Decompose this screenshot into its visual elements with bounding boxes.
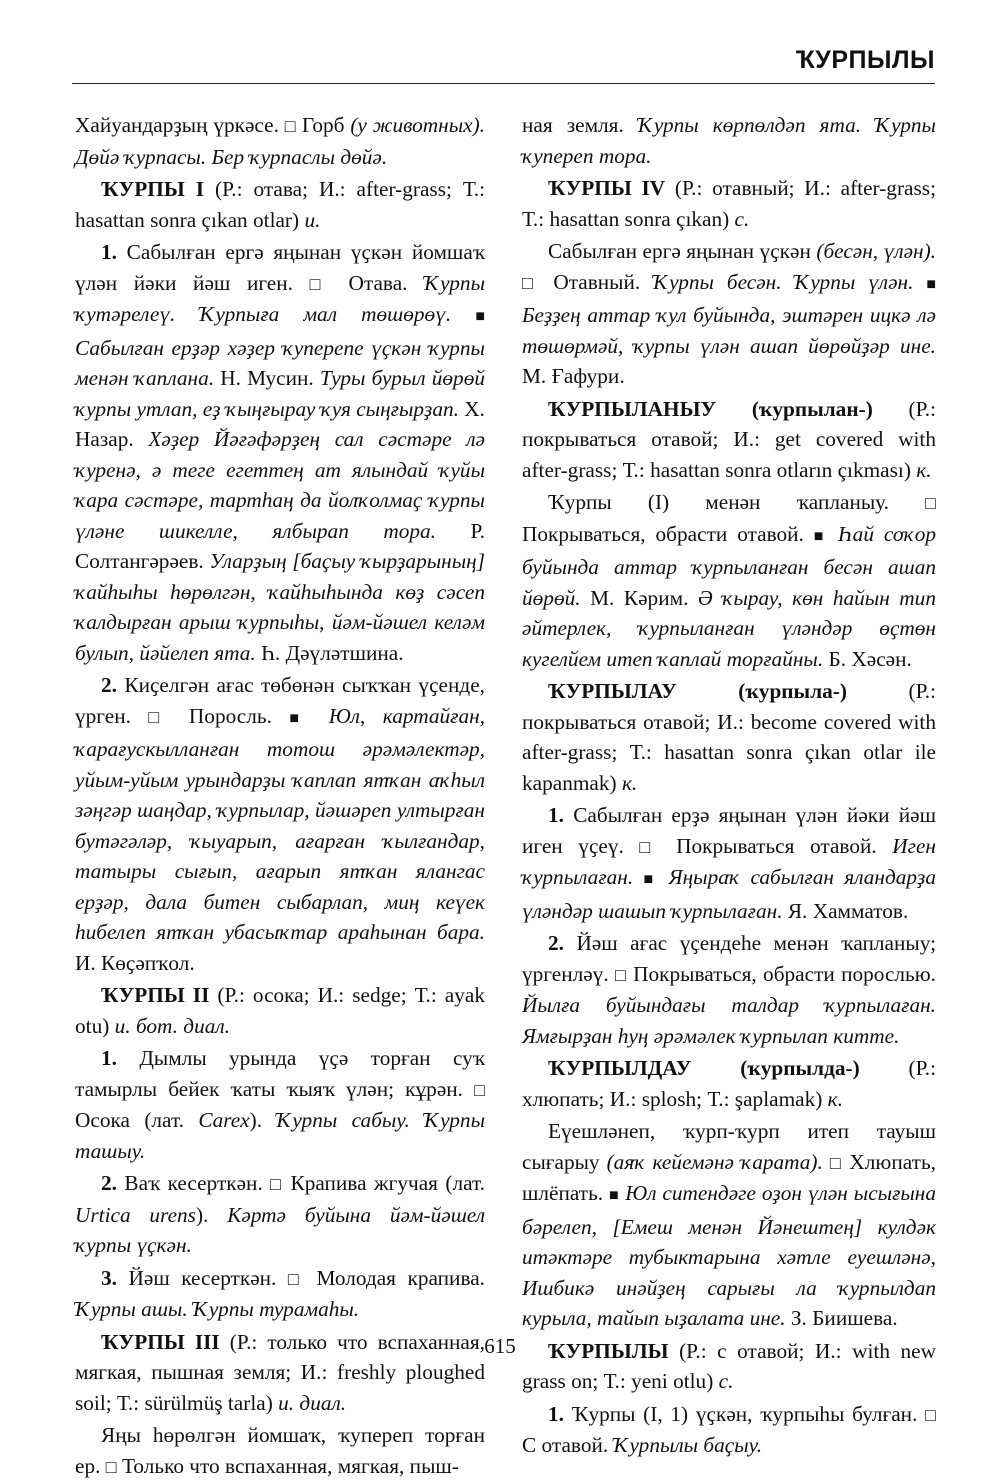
italic-text: Йылға буйындағы талдар ҡурпылаған. Ямғырҙан һуң әрәмәлек ҡурпылап китте. — [522, 993, 936, 1048]
headword: ҠУРПЫЛАУ — [548, 679, 677, 703]
black-square-marker: ■ — [643, 871, 659, 888]
text-run: Хайуандарҙың үркәсе. — [75, 113, 285, 137]
bold-text: 1. — [548, 803, 564, 827]
dictionary-paragraph — [75, 1168, 485, 1261]
headword: ҠУРПЫЛАНЫУ — [548, 396, 717, 421]
text-run: Хлюпать, шлёпать. — [522, 1149, 936, 1205]
text-run: Н. Мусин. — [214, 366, 320, 390]
text-run: Отавный. — [540, 269, 654, 294]
text-run: Молодая крапива. — [304, 1265, 485, 1290]
text-run — [451, 302, 475, 326]
dictionary-paragraph — [75, 980, 485, 1041]
text-run: Я. Хамматов. — [782, 898, 909, 923]
text-run: (Р.: отава; И.: after-grass; Т.: hasattan sonra çıkan otlar) — [75, 177, 485, 232]
left-column — [75, 110, 485, 1484]
dictionary-paragraph — [75, 237, 485, 668]
text-run: Покрываться отавой. — [660, 833, 893, 858]
bold-text: 2. — [101, 673, 117, 697]
bold-text: 2. — [101, 1171, 117, 1195]
dictionary-paragraph — [75, 110, 485, 172]
italic-text: Ҡурпы көрпөлдәп ята. Ҡурпы ҡупереп тора. — [522, 113, 936, 168]
italic-text: и. диал. — [278, 1390, 347, 1415]
text-run: Покрываться, обрасти порослью. — [626, 961, 936, 986]
dictionary-paragraph — [522, 394, 936, 486]
italic-text: Уларҙың [баҫыу ҡырҙарының] ҡайһыһы һөрөлгән, ҡайһыһында көҙ сәсеп ҡалдырған арыш ҡурпыһы, йәм-йәшел келәм булып, йәйелеп ята. — [75, 549, 485, 665]
black-square-marker: ■ — [813, 527, 829, 545]
italic-text: Сабылған ерҙәр хәҙер ҡуперепе үҫкән ҡурпы менән ҡаплана. — [75, 335, 485, 390]
text-run: Яңы һөрөлгән йомшаҡ, ҡупереп торған ер. — [75, 1423, 485, 1478]
black-square-marker: ■ — [475, 308, 485, 325]
italic-text: Ҡурпы бесән. Ҡурпы үлән. — [653, 269, 914, 294]
text-run: Только что вспаханная, мягкая, пыш- — [116, 1453, 459, 1478]
italic-text: (аяҡ кейемәнә ҡарата). — [606, 1149, 823, 1174]
headword: ҠУРПЫ III — [101, 1329, 220, 1354]
header-rule — [72, 83, 935, 84]
text-run: Киҫелгән ағас төбөнән сыҡҡан үҫенде, үрген. — [75, 673, 485, 728]
italic-text: (бесән, үлән). — [816, 239, 936, 263]
text-run: (Р.: с отавой; И.: with new grass on; Т.: yeni otlu) — [522, 1338, 936, 1393]
dictionary-paragraph — [522, 1399, 936, 1461]
white-square-marker: □ — [309, 273, 332, 294]
italic-text: к. — [916, 457, 932, 482]
text-run: З. Биишева. — [785, 1306, 898, 1330]
bold-text: (ҡурпыла-) — [738, 679, 847, 703]
black-square-marker: ■ — [609, 1187, 620, 1204]
dictionary-paragraph — [75, 670, 485, 978]
running-head: ҠУРПЫЛЫ — [795, 46, 935, 74]
white-square-marker: □ — [522, 272, 541, 293]
text-run: (Р.: только что вспаханная, мягкая, пышная земля; И.: freshly ploughed soil; Т.: sürülmüş tarla) — [75, 1329, 486, 1415]
white-square-marker: □ — [287, 1268, 305, 1289]
italic-text: Юл ситендәге оҙон үлән ысығына бәрелеп, [Емеш менән Йәнештең] кулдәк итәктәре тубыктарына хәтле еуешләнә, Ишбикә инәйҙең сарығы ла ҡурпылдап курыла, тайып ыҙалата ине. — [522, 1181, 937, 1330]
text-run: Осока (лат. — [75, 1108, 199, 1132]
dictionary-paragraph — [522, 110, 936, 171]
headword: ҠУРПЫ II — [101, 983, 210, 1007]
text-run: Поросль. — [171, 703, 290, 728]
italic-text: Urtica urens — [75, 1202, 196, 1227]
italic-text: к. — [827, 1086, 843, 1111]
dictionary-paragraph — [522, 676, 936, 798]
dictionary-paragraph — [75, 1263, 485, 1325]
bold-text: 1. — [548, 1401, 564, 1426]
text-run — [658, 865, 668, 889]
text-run: (Р.: покрываться отавой; И.: become covered with after-grass; Т.: hasattan sonra çıkan otlar ile kapanmak) — [522, 679, 936, 795]
bold-text: 1. — [101, 240, 117, 264]
text-run — [823, 1150, 830, 1174]
bold-text: 2. — [548, 931, 564, 955]
text-run: Б. Хәсән. — [823, 646, 912, 671]
italic-text: Туры бурыл йөрөй ҡурпы утлап, еҙ ҡыңғырау ҡуя сыңғырҙап. — [75, 366, 485, 421]
bold-text: 1. — [101, 1046, 117, 1070]
text-run: Йәш кесерткән. — [116, 1265, 288, 1290]
text-run: ная земля. — [522, 113, 638, 137]
italic-text: (у животных). Дөйә ҡурпасы. Бер ҡурпаслы дөйә. — [75, 113, 485, 169]
headword: ҠУРПЫ IV — [548, 176, 666, 200]
dictionary-paragraph — [75, 1420, 485, 1482]
dictionary-paragraph — [75, 1043, 485, 1166]
dictionary-paragraph — [522, 800, 936, 926]
italic-text: и. — [304, 207, 321, 232]
headword: ҠУРПЫЛЫ — [548, 1338, 669, 1363]
text-run — [633, 865, 643, 889]
text-run: Һ. Дәүләтшина. — [255, 640, 404, 665]
text-run: И. Көҫәпҡол. — [75, 950, 195, 975]
dictionary-paragraph — [522, 1116, 936, 1334]
italic-text: Иген ҡурпылаған. — [522, 833, 936, 889]
white-square-marker: □ — [925, 493, 936, 513]
text-run — [691, 1056, 740, 1080]
text-run: Дымлы урында үҫә торған суҡ тамырлы бейек ҡаты ҡыяҡ үлән; кұрән. — [75, 1046, 485, 1101]
white-square-marker: □ — [639, 836, 661, 857]
text-run: Сабылған ергә яңынан үҫкән йомшаҡ үлән йәки йәш иген. — [75, 240, 485, 295]
italic-text: Һай соҡор буйында аттар ҡурпыланған бесән ашап йөрөй. — [522, 521, 936, 610]
italic-text: Ҡурпы ашы. Ҡурпы турамаһы. — [75, 1297, 360, 1321]
text-run: (Р.: хлюпать; И.: splosh; Т.: şaplamak) — [522, 1056, 936, 1111]
right-column — [522, 110, 936, 1463]
text-run — [311, 704, 328, 728]
dictionary-paragraph — [75, 174, 485, 235]
headword: ҠУРПЫ I — [101, 177, 205, 201]
italic-text: Яңыраҡ сабылған яландарҙа үләндәр шашып ҡурпылаған. — [522, 865, 936, 923]
text-run — [913, 270, 926, 294]
text-run — [677, 679, 739, 703]
italic-text: Carex — [198, 1108, 250, 1132]
text-run: Ҡурпы (I) менән ҡапланыу. — [548, 490, 926, 514]
italic-text: с. — [718, 1369, 734, 1393]
italic-text: Беҙҙең аттар ҡул буйында, эштәрен ицкә лә төшөрмәй, ҡурпы үлән ашап йөрөйҙәр ине. — [522, 303, 936, 358]
white-square-marker: □ — [614, 964, 627, 985]
text-run: Отава. — [331, 270, 425, 295]
italic-text: с. — [734, 206, 750, 231]
text-run: М. Ғафури. — [522, 364, 625, 388]
dictionary-paragraph — [522, 487, 936, 674]
text-run: Крапива жгучая (лат. — [283, 1171, 486, 1195]
headword: ҠУРПЫЛДАУ — [548, 1056, 692, 1080]
text-run: Горб — [296, 113, 351, 137]
italic-text: и. бот. диал. — [114, 1013, 230, 1038]
page-number: 615 — [484, 1334, 516, 1358]
italic-text: Ә ҡырау, көн һайын тип әйтерлек, ҡурпыланған үләндәр өҫтөн кугелйем итеп ҡаплай торғайны. — [522, 585, 936, 671]
text-run: (Р.: отавный; И.: after-grass; Т.: hasattan sonra çıkan) — [522, 176, 936, 231]
text-run — [716, 397, 752, 421]
text-run: ). — [195, 1202, 228, 1227]
dictionary-paragraph — [522, 1053, 936, 1114]
text-run: Сабылған ергә яңынан үҫкән — [548, 239, 817, 263]
white-square-marker: □ — [148, 706, 172, 727]
bold-text: 3. — [101, 1265, 117, 1290]
black-square-marker: ■ — [926, 275, 937, 293]
text-run: М. Кәрим. — [580, 585, 698, 610]
text-run: (Р.: осока; И.: sedge; Т.: ayak otu) — [75, 983, 485, 1038]
black-square-marker: ■ — [289, 709, 312, 727]
text-run: Р. Солтангәрәев. — [75, 518, 485, 573]
text-run: С отавой. — [522, 1433, 614, 1457]
text-run: (Р.: покрываться отавой; И.: get covered with after-grass; Т.: hasattan sonra otların çıkması) — [522, 396, 937, 482]
white-square-marker: □ — [270, 1174, 284, 1194]
italic-text: Хәҙер Йәғәфәрҙең сал сәстәре лә ҡуренә, ә теге егеттең ат ялындай ҡуйы ҡара сәстәре, тартһаң да йолҡолмаҫ ҡурпы үләне шикелле, ялбырап тора. — [75, 427, 485, 543]
text-run: Покрываться, обрасти отавой. — [522, 521, 814, 546]
bold-text: (ҡурпылда-) — [740, 1056, 860, 1080]
white-square-marker: □ — [105, 1456, 117, 1477]
white-square-marker: □ — [474, 1079, 485, 1100]
italic-text: к. — [621, 770, 638, 795]
italic-text: Ҡурпы сабыу. Ҡурпы ташыу. — [75, 1108, 485, 1163]
bold-text: (ҡурпылан-) — [751, 396, 873, 421]
white-square-marker: □ — [829, 1152, 843, 1173]
text-run: Ваҡ кесерткән. — [116, 1171, 271, 1195]
text-run: Еүешләнеп, ҡурп-ҡурп итеп тауыш сығарыу — [522, 1119, 936, 1174]
dictionary-paragraph — [522, 928, 936, 1051]
dictionary-paragraph — [522, 236, 936, 392]
white-square-marker: □ — [925, 1404, 936, 1425]
italic-text: Кәртә буйына йәм-йәшел ҡурпы үҫкән. — [75, 1202, 485, 1257]
text-run: Сабылған ерҙә яңынан үлән йәки йәш иген үҫеү. — [522, 803, 936, 858]
italic-text: Ҡурпылы баҫыу. — [613, 1433, 763, 1457]
italic-text: Юл, картайған, ҡарағускылланған тотош әрәмәлектәр, уйым-уйым урындарҙы ҡаплап ятҡан аҡһыл зәңгәр шаңдар, ҡурпылар, йәшәреп ултырған бутәгәләр, ҡыуарып, ағарған ҡылғандар, татыры сығып, ағарып ятҡан ялангас ерҙәр, дала битен сыбарлап, миң кеүек һибелеп ятҡан убасыҡтар араһынан бара. — [75, 703, 485, 944]
dictionary-paragraph — [522, 173, 936, 234]
text-run: Х. Назар. — [75, 396, 486, 451]
italic-text: Ҡурпы ҡутәрелеү. Ҡурпыға мал төшөрөү. — [75, 270, 485, 326]
text-run — [828, 522, 838, 546]
white-square-marker: □ — [284, 116, 297, 136]
text-run: Йәш ағас үҫендеһе менән ҡапланыу; үргенләү. — [522, 931, 936, 986]
text-run: Ҡурпы (I, 1) үҫкән, ҡурпыһы булған. — [563, 1401, 926, 1426]
text-run: ). — [249, 1108, 277, 1132]
